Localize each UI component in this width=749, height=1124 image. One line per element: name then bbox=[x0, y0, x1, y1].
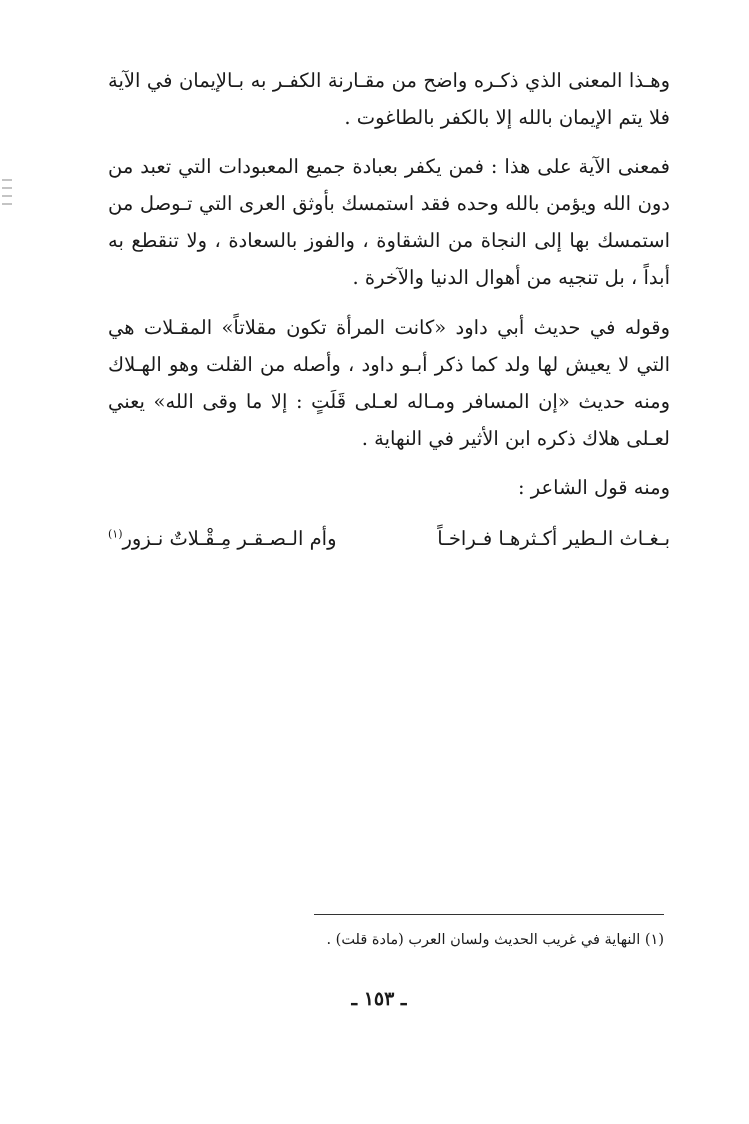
margin-binding-mark bbox=[0, 178, 14, 212]
footnote-text: (١) النهاية في غريب الحديث ولسان العرب (مادة قلت) . bbox=[326, 932, 664, 948]
footnote-separator bbox=[314, 914, 664, 915]
verse-second-hemistich-text: وأم الـصـقـر مِـقْـلاتٌ نـزور bbox=[122, 527, 337, 550]
paragraph-comparison-meaning: وهـذا المعنى الذي ذكـره واضح من مقـارنة الكفـر به بـالإيمان في الآية فلا يتم الإيمان بالله إلا بالكفر بالطاغوت . bbox=[108, 69, 670, 129]
paragraph-hadith-miqlat: وقوله في حديث أبي داود «كانت المرأة تكون مقلاتاً» المقـلات هي التي لا يعيش لها ولد كما ذكر أبـو داود ، وأصله من القلت وهو الهـلاك ومنه حديث «إن المسافر ومـاله لعـلى قَلَتٍ : إلا ما وقى الله» يعني لعـلى هلاك ذكره ابن الأثير في النهاية . bbox=[108, 316, 670, 450]
page-number: ـ ١٥٣ ـ bbox=[351, 988, 407, 1010]
poetry-verse bbox=[108, 520, 670, 557]
footnote-reference-marker: (١) bbox=[108, 527, 123, 541]
paragraph-verse-meaning: فمعنى الآية على هذا : فمن يكفر بعبادة جميع المعبودات التي تعبد من دون الله ويؤمن بالله وحده فقد استمسك بأوثق العرى التي تـوصل من استمسك بها إلى النجاة من الشقاوة ، والفوز بالسعادة ، ولا تنقطع به أبداً ، بل تنجيه من أهوال الدنيا والآخرة . bbox=[108, 155, 670, 289]
paragraph-poet-intro: ومنه قول الشاعر : bbox=[517, 476, 670, 499]
verse-second-hemistich bbox=[108, 520, 337, 557]
verse-first-hemistich: بـغـاث الـطير أكـثرهـا فـراخـاً bbox=[437, 527, 670, 550]
